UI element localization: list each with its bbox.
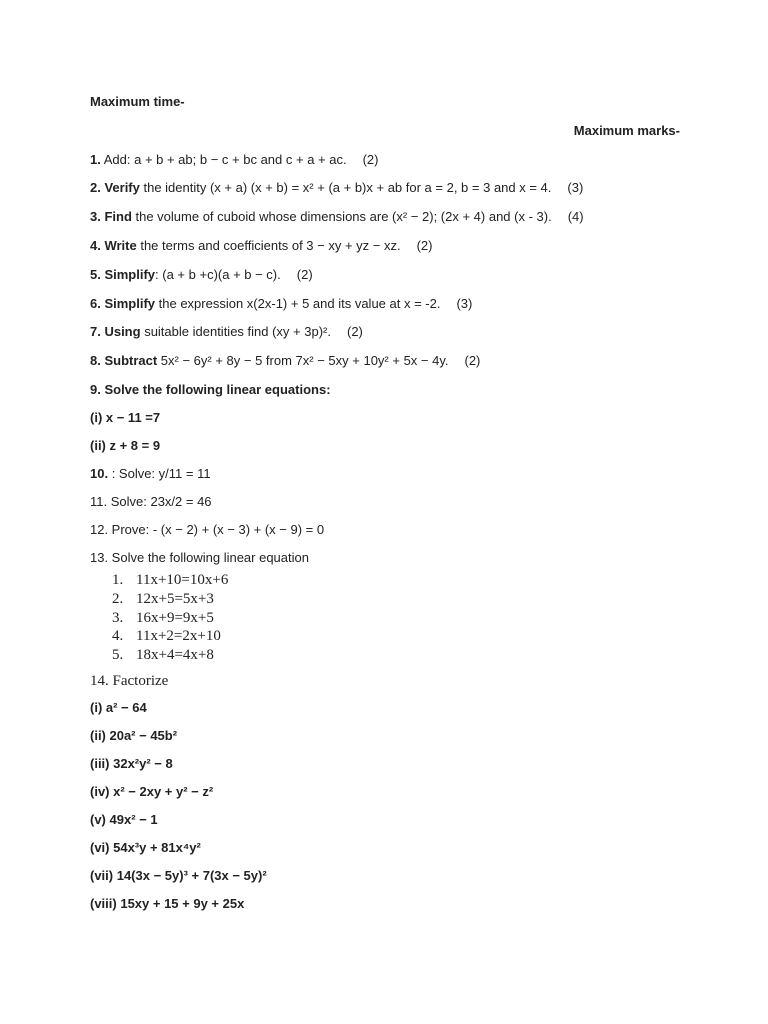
question-text: the volume of cuboid whose dimensions are (x² − 2); (2x + 4) and (x - 3).: [131, 209, 552, 225]
question-number: 6. Simplify: [90, 295, 156, 311]
question-number: 3. Find: [90, 209, 132, 225]
question-number: 7. Using: [90, 324, 141, 340]
q9-heading: 9. Solve the following linear equations:: [90, 381, 331, 397]
question-verb: Add:: [100, 151, 131, 167]
q14-part: (i) a² − 64: [90, 699, 147, 715]
q9-part-i: (i) x − 11 =7: [90, 409, 161, 425]
question-list: [90, 151, 680, 381]
q9-part-ii: (ii) z + 8 = 9: [90, 437, 161, 453]
question-marks: (2): [362, 151, 379, 167]
q11: 11. Solve: 23x/2 = 46: [90, 493, 212, 509]
question-text: the expression x(2x-1) + 5 and its value at x = -2.: [155, 295, 441, 311]
q13-equation-text: 11x+2=2x+10: [136, 628, 221, 645]
q14-part: (iii) 32x²y² − 8: [90, 755, 173, 771]
question-5: [90, 266, 680, 295]
q13-equation-text: 11x+10=10x+6: [136, 571, 229, 588]
q14-part: (v) 49x² − 1: [90, 811, 158, 827]
q13-equation-number: 2.: [112, 590, 124, 607]
q10: [90, 465, 680, 493]
q13-equation: [112, 646, 680, 665]
max-time-label: Maximum time-: [90, 94, 185, 109]
max-marks-label: Maximum marks-: [573, 122, 680, 138]
question-marks: (3): [567, 180, 584, 196]
question-marks: (2): [464, 353, 481, 369]
question-number: 4. Write: [90, 237, 137, 253]
q14-heading: 14. Factorize: [90, 672, 169, 689]
q13-equation-number: 5.: [112, 647, 124, 664]
q13-equation-number: 3.: [112, 609, 124, 626]
worksheet: [90, 93, 680, 923]
q13-equation: [112, 571, 680, 590]
question-marks: (2): [346, 324, 363, 340]
q13-heading: 13. Solve the following linear equation: [90, 549, 309, 565]
question-marks: (3): [456, 295, 473, 311]
question-number: 8. Subtract: [90, 353, 158, 369]
q13-equation-text: 12x+5=5x+3: [136, 590, 214, 607]
q14-parts: [90, 699, 680, 923]
q12: 12. Prove: - (x − 2) + (x − 3) + (x − 9) = 0: [90, 521, 325, 537]
q13-equation-number: 4.: [112, 628, 124, 645]
question-marks: (4): [567, 209, 584, 225]
question-text: suitable identities find (xy + 3p)².: [140, 324, 331, 340]
question-text: the identity (x + a) (x + b) = x² + (a + b)x + ab for a = 2, b = 3 and x = 4.: [139, 180, 552, 196]
q14-part: (iv) x² − 2xy + y² − z²: [90, 783, 214, 799]
q14-part: (vi) 54x³y + 81x⁴y²: [90, 839, 201, 855]
question-7: [90, 323, 680, 352]
q10-number: 10.: [90, 465, 109, 481]
question-3: [90, 208, 680, 237]
question-text: 5x² − 6y² + 8y − 5 from 7x² − 5xy + 10y² + 5x − 4y.: [157, 353, 449, 369]
question-6: [90, 295, 680, 324]
q13-equation-text: 16x+9=9x+5: [136, 609, 214, 626]
question-text: a + b + ab; b − c + bc and c + a + ac.: [130, 151, 347, 167]
q10-text: : Solve: y/11 = 11: [108, 465, 211, 481]
q14-part: (vii) 14(3x − 5y)³ + 7(3x − 5y)²: [90, 867, 267, 883]
question-8: [90, 352, 680, 381]
q13-equation: [112, 627, 680, 646]
question-marks: (2): [416, 237, 433, 253]
q13-equation-list: [90, 571, 680, 665]
q13-equation: [112, 609, 680, 628]
question-1: [90, 151, 680, 180]
q13-equation: [112, 590, 680, 609]
question-4: [90, 237, 680, 266]
question-number: 1.: [90, 151, 101, 167]
question-text: the terms and coefficients of 3 − xy + yz − xz.: [136, 237, 401, 253]
question-marks: (2): [296, 266, 313, 282]
question-text: : (a + b +c)(a + b − c).: [155, 266, 281, 282]
q14-part: (ii) 20a² − 45b²: [90, 727, 178, 743]
q13-equation-number: 1.: [112, 571, 124, 588]
question-2: [90, 179, 680, 208]
q13-equation-text: 18x+4=4x+8: [136, 647, 214, 664]
question-number: 5. Simplify: [90, 266, 156, 282]
question-number: 2. Verify: [90, 180, 140, 196]
q14-part: (viii) 15xy + 15 + 9y + 25x: [90, 895, 245, 911]
